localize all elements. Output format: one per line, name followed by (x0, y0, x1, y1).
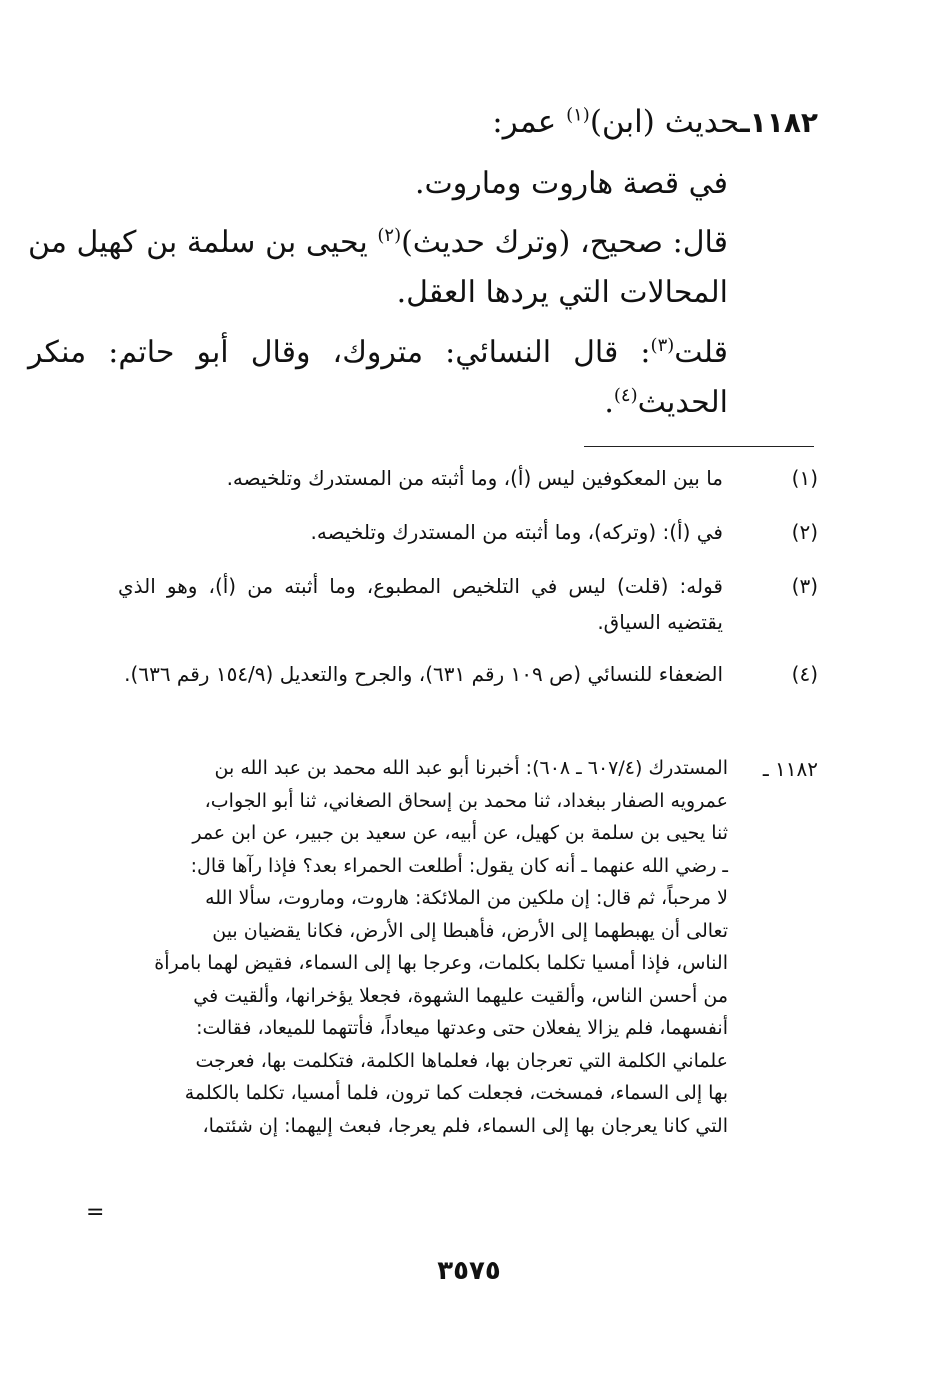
footnote-ref-2: (٢) (377, 225, 402, 246)
footnote-number: (٤) (791, 662, 818, 686)
footnote-text: الضعفاء للنسائي (ص ١٠٩ رقم ٦٣١)، والجرح والتعديل (١٥٤/٩ رقم ٦٣٦). (124, 662, 723, 686)
hadith-heading-text-end: عمر: (492, 104, 567, 140)
source-text (128, 752, 728, 1142)
verdict-text-rest: يحيى بن سلمة بن كهيل من المحالات التي يردها العقل. (28, 225, 728, 310)
source-line: من أحسن الناس، وألقيت عليهما الشهوة، فجعلا يؤخرانها، وألقيت في (193, 984, 728, 1007)
source-line: علماني الكلمة التي تعرجان بها، فعلماها الكلمة، فتكلمت بها، فعرجت (195, 1049, 728, 1072)
source-line: أنفسهما، فلم يزالا يفعلان حتى وعدتها ميعاداً، فأتتهما للميعاد، فقالت: (196, 1017, 728, 1039)
source-line: بها إلى السماء، فمسخت، فجعلت كما ترون، فلما أمسيا، تكلما بالكلمة (184, 1082, 728, 1104)
hadith-number: ١١٨٢ـ (740, 106, 818, 139)
source-number: ١١٨٢ ـ (762, 757, 818, 781)
comment-text-end: . (604, 385, 614, 420)
hadith-verdict-paragraph (28, 218, 728, 318)
page-number: ٣٥٧٥ (437, 1256, 501, 1286)
source-line: ثنا يحيى بن سلمة بن كهيل، عن أبيه، عن سعيد بن جبير، عن ابن عمر (192, 822, 728, 844)
continuation-mark: = (86, 1200, 105, 1225)
footnote-ref-3: (٣) (650, 335, 675, 356)
hadith-comment-paragraph (28, 328, 728, 428)
hadith-heading (108, 100, 818, 145)
footnote (118, 514, 818, 550)
footnote-number: (٣) (791, 574, 818, 598)
footnote-text: في (أ): (وتركه)، وما أثبته من المستدرك وتلخيصه. (310, 520, 723, 544)
footnote-number: (٢) (791, 520, 818, 544)
hadith-topic: في قصة هاروت وماروت. (414, 166, 728, 201)
source-line: التي كانا يعرجان بها إلى السماء، فلم يعرجا، فبعث إليهما: إن شئتما، (202, 1114, 728, 1137)
footnote (118, 568, 818, 640)
comment-text-middle: : قال النسائي: متروك، وقال أبو حاتم: منكر الحديث (28, 335, 728, 420)
source-line: الناس، فإذا أمسيا تكلما بكلمات، وعرجا بها إلى السماء، فقيض لهما بامرأة (154, 952, 728, 974)
footnote (118, 460, 818, 496)
footnote-ref-4: (٤) (613, 385, 638, 406)
source-line: ـ رضي الله عنهما ـ أنه كان يقول: أطلعت الحمراء بعد؟ فإذا رآها قال: (190, 854, 728, 877)
source-line: تعالى أن يهبطهما إلى الأرض، فأهبطا إلى الأرض، فكانا يقضيان بين (212, 919, 728, 942)
footnote-number: (١) (791, 466, 818, 490)
hadith-heading-text: حديث (ابن) (589, 104, 741, 140)
verdict-text: قال: صحيح، (وترك حديث) (401, 225, 729, 260)
source-line: عمرويه الصفار ببغداد، ثنا محمد بن إسحاق الصغاني، ثنا أبو الجواب، (204, 789, 728, 812)
source-line: المستدرك (٦٠٧/٤ ـ ٦٠٨): أخبرنا أبو عبد الله محمد بن عبد الله بن (214, 757, 728, 779)
footnote-text: قوله: (قلت) ليس في التلخيص المطبوع، وما أثبته من (أ)، وهو الذي يقتضيه السياق. (118, 574, 723, 634)
source-line: لا مرحباً، ثم قال: إن ملكين من الملائكة: هاروت، وماروت، سألا الله (205, 887, 728, 909)
footnote (118, 656, 818, 692)
footnote-separator (584, 446, 814, 447)
footnote-text: ما بين المعكوفين ليس (أ)، وما أثبته من المستدرك وتلخيصه. (226, 466, 723, 490)
comment-text: قلت (674, 335, 728, 370)
footnote-ref-1: (١) (566, 104, 590, 126)
